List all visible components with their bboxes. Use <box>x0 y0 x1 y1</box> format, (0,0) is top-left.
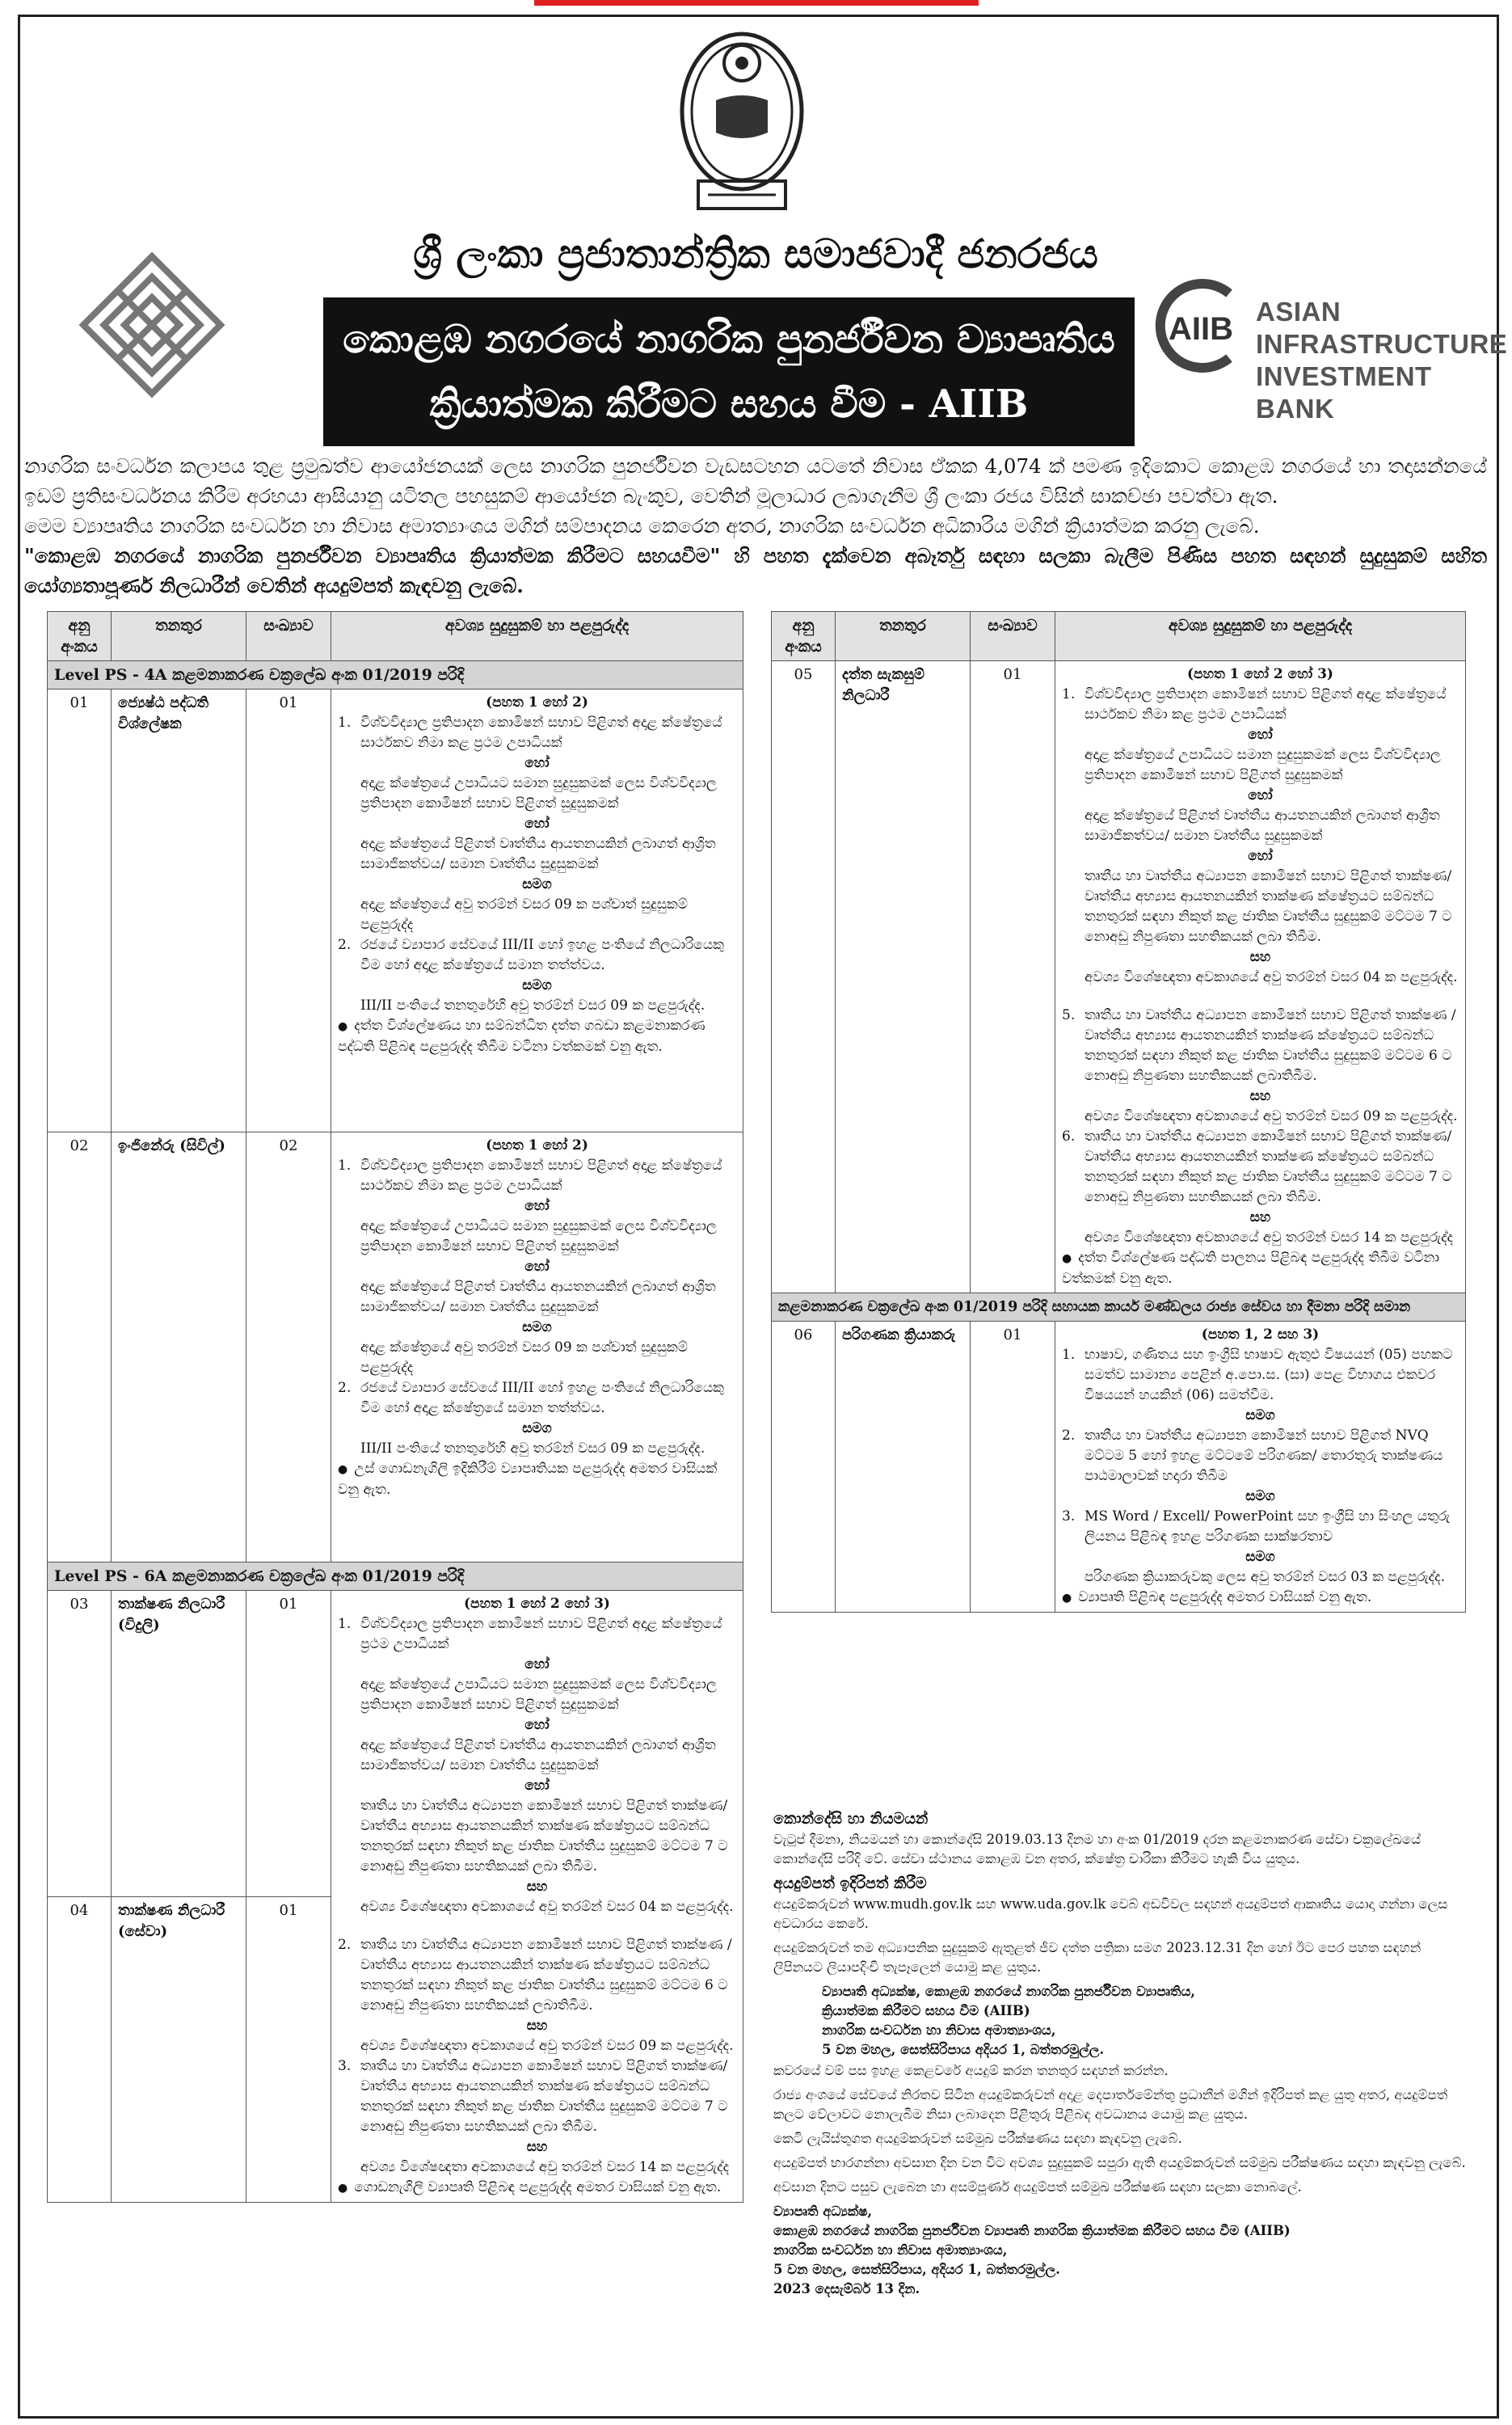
qual-alt: අදාළ ක්ෂේත්‍රයේ උපාධියට සමාන සුදුසුකමක් ලෙස විශ්වවිද්‍යාල ප්‍රතිපාදන කොමිෂන් සභාව පිළිගත් සුදුසුකමක් <box>360 1218 717 1255</box>
qual-alt: තෘතීය හා වෘත්තීය අධ්‍යාපන කොමිෂන් සභාව පිළිගත් තාක්ෂණ/ වෘත්තීය අභ්‍යාස ආයතනයකින් තාක්ෂණ ක්ෂේත්‍රයට සම්බන්ධ තනතුරක් සඳහා නිකුත් කළ ජාතික වෘත්තීය සුදුසුකම් මට්ටම 7 ට නොඅඩු නිපුණතා සහතිකයක් ලබා තිබීම. <box>1085 868 1452 945</box>
qual-alt: අදාළ ක්ෂේත්‍රයේ උපාධියට සමාන සුදුසුකමක් ලෙස විශ්වවිද්‍යාල ප්‍රතිපාදන කොමිෂන් සභාව පිළිගත් සුදුසුකමක් <box>360 775 717 812</box>
qual-item: භාෂාව, ගණිතය සහ ඉංග්‍රීසි භාෂාව ඇතුළු විෂයයන් (05) පහකට සමත්ව සාමාන්‍ය පෙළින් අ.පො.ස. (සා) පෙළ විභාගය එකවර විෂයයන් හයකින් (06) සමත්වීම. <box>1085 1347 1453 1403</box>
row-qualifications: (පහත 1 හෝ 2) 1. විශ්වවිද්‍යාල ප්‍රතිපාදන කොමිෂන් සභාව පිළිගත් අදාළ ක්ෂේත්‍රයේ සාර්ථකව නිමා කළ ප්‍රථම උපාධියක් හෝ අදාළ ක්ෂේත්‍රයේ උපාධියට සමාන සුදුසුකමක් ලෙස විශ්වවිද්‍යාල ප්‍රතිපාදන කොමිෂන් සභාව පිළිගත් සුදුසුකමක් හෝ අදාළ ක්ෂේත්‍රයේ පිළිගත් වෘත්තීය ආයතනයකින් ලබාගත් ආශ්‍රිත සාමාජිකත්වය/ සමාන වෘත්තීය සුදුසුකමක් සමග අදාළ ක්ෂේත්‍රයේ අවු තරම්න් වසර 09 ක පශ්චාත් සුදුසුකම් පළපුරුද්ද 2. රජයේ ව්‍යාපාර සේවයේ III/II හෝ ඉහළ පංතියේ නිලධාරියෙකු වීම හෝ අදාළ ක්ෂේත්‍රයේ සමාන තත්ත්වය. සමග III/II පංතියේ තනතුරේහි අවු තරම්න් වසර 09 ක පළපුරුද්ද. ● උස් ගොඩනැගිලි ඉදිකිරීම් ව්‍යාපෘතියක පළපුරුද්ද අමතර වාසියක් වනු ඇත. <box>331 1132 743 1563</box>
aiib-mark-icon <box>1152 273 1248 378</box>
row-title: තාක්ෂණ නිලධාරී (විදුලි) <box>112 1591 246 1897</box>
row-qualifications: (පහත 1 හෝ 2 හෝ 3) 1. විශ්වවිද්‍යාල ප්‍රතිපාදන කොමිෂන් සභාව පිළිගත් අදාළ ක්ෂේත්‍රයේ සාර්ථකව නිමා කළ ප්‍රථම උපාධියක් හෝ අදාළ ක්ෂේත්‍රයේ උපාධියට සමාන සුදුසුකමක් ලෙස විශ්වවිද්‍යාල ප්‍රතිපාදන කොමිෂන් සභාව පිළිගත් සුදුසුකමක් හෝ අදාළ ක්ෂේත්‍රයේ පිළිගත් වෘත්තීය ආයතනයකින් ලබාගත් ආශ්‍රිත සාමාජිකත්වය/ සමාන වෘත්තීය සුදුසුකමක් හෝ තෘතීය හා වෘත්තීය අධ්‍යාපන කොමිෂන් සභාව පිළිගත් තාක්ෂණ/ වෘත්තීය අභ්‍යාස ආයතනයකින් තාක්ෂණ ක්ෂේත්‍රයට සම්බන්ධ තනතුරක් සඳහා නිකුත් කළ ජාතික වෘත්තීය සුදුසුකම් මට්ටම 7 ට නොඅඩු නිපුණතා සහතිකයක් ලබා තිබීම. සහ අවශ්‍ය විශේෂඥතා අවකාශයේ අවු තරම්න් වසර 04 ක පළපුරුද්ද. 5. තෘතීය හා වෘත්තීය අධ්‍යාපන කොමිෂන් සභාව පිළිගත් තාක්ෂණ / වෘත්තීය අභ්‍යාස ආයතනයකින් තාක්ෂණ ක්ෂේත්‍රයට සම්බන්ධ තනතුරක් සඳහා නිකුත් කළ ජාතික වෘත්තීය සුදුසුකම් මට්ටම 6 ට නොඅඩු නිපුණතා සහතිකයක් ලබාතිබීම. සහ අවශ්‍ය විශේෂඥතා අවකාශයේ අවු තරම්න් වසර 09 ක පළපුරුද්ද. 6. තෘතීය හා වෘත්තීය අධ්‍යාපන කොමිෂන් සභාව පිළිගත් තාක්ෂණ/ වෘත්තීය අභ්‍යාස ආයතනයකින් තාක්ෂණ ක්ෂේත්‍රයට සම්බන්ධ තනතුරක් සඳහා නිකුත් කළ ජාතික වෘත්තීය සුදුසුකම් මට්ටම 7 ට නොඅඩු නිපුණතා සහතිකයක් ලබා තිබීම. සහ අවශ්‍ය විශේෂඥතා අවකාශයේ අවු තරම්න් වසර 14 ක පළපුරුද්ද ● දත්ත විශ්ලේෂණ පද්ධති පාලනය පිළිබඳ පළපුරුද්ද තිබීම වටිනා වත්කමක් වනු ඇත. <box>1055 661 1466 1293</box>
qual-or: හෝ <box>1248 787 1273 803</box>
header-qual: අවශ්‍ය සුදුසුකම් හා පළපුරුද්ද <box>331 612 743 661</box>
qual-item: විශ්වවිද්‍යාල ප්‍රතිපාදන කොමිෂන් සභාව පිළිගත් අදාළ ක්ෂේත්‍රයේ සාර්ථකව නිමා කළ ප්‍රථම උපාධියක් <box>360 1158 722 1194</box>
qual-with: සහ <box>1249 1088 1271 1104</box>
qual-item: තෘතීය හා වෘත්තීය අධ්‍යාපන කොමිෂන් සභාව පිළිගත් තාක්ෂණ / වෘත්තීය අභ්‍යාස ආයතනයකින් තාක්ෂණ ක්ෂේත්‍රයට සම්බන්ධ තනතුරක් සඳහා නිකුත් කළ ජාතික වෘත්තීය සුදුසුකම් මට්ටම 6 ට නොඅඩු නිපුණතා සහතිකයක් ලබාතිබීම. <box>360 1937 732 2014</box>
row-count: 01 <box>246 690 331 1132</box>
project-title-line2: ක්‍රියාත්මක කිරීමට සහය වීම - AIIB <box>429 382 1029 427</box>
row-num: 04 <box>48 1896 112 2203</box>
table-row <box>48 1591 743 1897</box>
row-num: 02 <box>48 1132 112 1563</box>
qual-or: හෝ <box>524 1656 550 1672</box>
vacancy-table-left <box>47 611 743 2203</box>
signature-line: ව්‍යාපෘති අධ්‍යක්ෂ, <box>773 2204 873 2219</box>
row-count: 01 <box>971 661 1055 1293</box>
qual-head: (පහත 1 හෝ 2) <box>486 1137 588 1153</box>
header-qual: අවශ්‍ය සුදුසුකම් හා පළපුරුද්ද <box>1055 612 1466 661</box>
qual-bullet: ● දත්ත විශ්ලේෂණ පද්ධති පාලනය පිළිබඳ පළපුරුද්ද තිබීම වටිනා වත්කමක් වනු ඇත. <box>1062 1248 1459 1289</box>
qual-head: (පහත 1 හෝ 2) <box>486 694 588 711</box>
row-title: දත්ත සැකසුම් නිලධාරී <box>836 661 971 1293</box>
address-line: නාගරික සංවර්ධන හා නිවාස අමාත්‍යාංශය, <box>822 2022 1056 2038</box>
qual-or: හෝ <box>524 816 550 832</box>
country-title: ශ්‍රී ලංකා ප්‍රජාතාන්ත්‍රික සමාජවාදී ජනරජය <box>413 230 1098 277</box>
qual-or: හෝ <box>1248 848 1273 864</box>
row-num: 06 <box>772 1322 836 1613</box>
qual-head: (පහත 1 හෝ 2 හෝ 3) <box>1187 666 1333 682</box>
qual-alt: අදාළ ක්ෂේත්‍රයේ පිළිගත් වෘත්තීය ආයතනයකින් ලබාගත් ආශ්‍රිත සාමාජිකත්වය/ සමාන වෘත්තීය සුදුසුකමක් <box>360 1737 716 1773</box>
qual-head: (පහත 1 හෝ 2 හෝ 3) <box>464 1596 610 1612</box>
qual-item: විශ්වවිද්‍යාල ප්‍රතිපාදන කොමිෂන් සභාව පිළිගත් අදාළ ක්ෂේත්‍රයේ ප්‍රථම උපාධියක් <box>360 1616 722 1652</box>
support-staff-heading: කළමනාකරණ චක්‍රලේඛ අංක 01/2019 පරිදි සහායක කාර්ය මණ්ඩලය රාජ්‍ය සේවය හා දීමනා පරිදි සමාන <box>772 1293 1466 1322</box>
row-qualifications: (පහත 1, 2 සහ 3) 1. භාෂාව, ගණිතය සහ ඉංග්‍රීසි භාෂාව ඇතුළු විෂයයන් (05) පහකට සමත්ව සාමාන්‍ය පෙළින් අ.පො.ස. (සා) පෙළ විභාගය එකවර විෂයයන් හයකින් (06) සමත්වීම. සමග 2. තෘතීය හා වෘත්තීය අධ්‍යාපන කොමිෂන් සභාව පිළිගත් NVQ මට්ටම 5 හෝ ඉහළ මට්ටමේ පරිගණක/ තොරතුරු තාක්ෂණය පාඨමාලාවක් හදාරා තිබීම සමග 3. MS Word / Excell/ PowerPoint සහ ඉංග්‍රීසි හා සිංහල යතුරු ලියනය පිළිබඳ ඉහළ පරිගණක සාක්ෂරතාව සමග පරිගණක ක්‍රියාකරුවකු ලෙස අවු තරම්න් වසර 03 ක පළපුරුද්ද. ● ව්‍යාපෘති පිළිබඳ පළපුරුද්ද අමතර වාසියක් වනු ඇත. <box>1055 1322 1466 1613</box>
header-title: තනතුර <box>112 612 246 661</box>
qual-or: හෝ <box>524 1717 550 1733</box>
qual-item: තෘතීය හා වෘත්තීය අධ්‍යාපන කොමිෂන් සභාව පිළිගත් NVQ මට්ටම 5 හෝ ඉහළ මට්ටමේ පරිගණක/ තොරතුරු තාක්ෂණය පාඨමාලාවක් හදාරා තිබීම <box>1085 1428 1443 1484</box>
intro-p3: "කොළඹ නගරයේ නාගරික පුනර්ජීවන ව්‍යාපෘතිය ක්‍රියාත්මක කිරීමට සහයවීම" හි පහත දැක්වෙන අබෑර්තු සඳහා සලකා බැලීම පිණිස පහත සඳහන් සුදුසුකම් සහිත යෝග්‍යතාපූර්ණ නිලධාරීන් වෙතින් අයදුම්පත් කැඳවනු ලැබේ. <box>24 544 1487 597</box>
qual-item: තෘතීය හා වෘත්තීය අධ්‍යාපන කොමිෂන් සභාව පිළිගත් තාක්ෂණ/ වෘත්තීය අභ්‍යාස ආයතනයකින් තාක්ෂණ ක්ෂේත්‍රයට සම්බන්ධ තනතුරක් සඳහා නිකුත් කළ ජාතික වෘත්තීය සුදුසුකම් මට්ටම 7 ට නොඅඩු නිපුණතා සහතිකයක් ලබා තිබීම. <box>1085 1128 1452 1205</box>
qual-item: MS Word / Excell/ PowerPoint සහ ඉංග්‍රීසි හා සිංහල යතුරු ලියනය පිළිබඳ ඉහළ පරිගණක සාක්ෂරතාව <box>1085 1508 1451 1545</box>
row-count: 01 <box>246 1896 331 2203</box>
intro-text <box>24 451 1487 601</box>
address-line: ව්‍යාපෘති අධ්‍යක්ෂ, කොළඹ නගරයේ නාගරික පුනර්ජීවන ව්‍යාපෘතිය, <box>822 1984 1196 1999</box>
qual-bullet: ● ගොඩනැගිලි ව්‍යාපෘති පිළිබඳ පළපුරුද්ද අමතර වාසියක් වනු ඇත. <box>338 2178 736 2199</box>
table-row <box>772 661 1466 1293</box>
row-qualifications: (පහත 1 හෝ 2 හෝ 3) 1. විශ්වවිද්‍යාල ප්‍රතිපාදන කොමිෂන් සභාව පිළිගත් අදාළ ක්ෂේත්‍රයේ ප්‍රථම උපාධියක් හෝ අදාළ ක්ෂේත්‍රයේ උපාධියට සමාන සුදුසුකමක් ලෙස විශ්වවිද්‍යාල ප්‍රතිපාදන කොමිෂන් සභාව පිළිගත් සුදුසුකමක් හෝ අදාළ ක්ෂේත්‍රයේ පිළිගත් වෘත්තීය ආයතනයකින් ලබාගත් ආශ්‍රිත සාමාජිකත්වය/ සමාන වෘත්තීය සුදුසුකමක් හෝ තෘතීය හා වෘත්තීය අධ්‍යාපන කොමිෂන් සභාව පිළිගත් තාක්ෂණ/ වෘත්තීය අභ්‍යාස ආයතනයකින් තාක්ෂණ ක්ෂේත්‍රයට සම්බන්ධ තනතුරක් සඳහා නිකුත් කළ ජාතික වෘත්තීය සුදුසුකම් මට්ටම 7 ට නොඅඩු නිපුණතා සහතිකයක් ලබා තිබීම. සහ අවශ්‍ය විශේෂඥතා අවකාශයේ අවු තරම්න් වසර 04 ක පළපුරුද්ද. 2. තෘතීය හා වෘත්තීය අධ්‍යාපන කොමිෂන් සභාව පිළිගත් තාක්ෂණ / වෘත්තීය අභ්‍යාස ආයතනයකින් තාක්ෂණ ක්ෂේත්‍රයට සම්බන්ධ තනතුරක් සඳහා නිකුත් කළ ජාතික වෘත්තීය සුදුසුකම් මට්ටම 6 ට නොඅඩු නිපුණතා සහතිකයක් ලබාතිබීම. සහ අවශ්‍ය විශේෂඥතා අවකාශයේ අවු තරම්න් වසර 09 ක පළපුරුද්ද. 3. තෘතීය හා වෘත්තීය අධ්‍යාපන කොමිෂන් සභාව පිළිගත් තාක්ෂණ/ වෘත්තීය අභ්‍යාස ආයතනයකින් තාක්ෂණ ක්ෂේත්‍රයට සම්බන්ධ තනතුරක් සඳහා නිකුත් කළ ජාතික වෘත්තීය සුදුසුකම් මට්ටම 7 ට නොඅඩු නිපුණතා සහතිකයක් ලබා තිබීම. සහ අවශ්‍ය විශේෂඥතා අවකාශයේ අවු තරම්න් වසර 14 ක පළපුරුද්ද ● ගොඩනැගිලි ව්‍යාපෘති පිළිබඳ පළපුරුද්ද අමතර වාසියක් වනු ඇත. <box>331 1591 743 2203</box>
qual-bullet: ● දත්ත විශ්ලේෂණය හා සම්බන්ධිත දත්ත ගබඩා කළමනාකරණ පද්ධති පිළිබඳ පළපුරුද්ද තිබීම වටිනා වත්කමක් වනු ඇත. <box>338 1016 736 1057</box>
qual-alt: අදාළ ක්ෂේත්‍රයේ උපාධියට සමාන සුදුසුකමක් ලෙස විශ්වවිද්‍යාල ප්‍රතිපාදන කොමිෂන් සභාව පිළිගත් සුදුසුකමක් <box>1085 747 1441 783</box>
qual-and: සමග <box>522 977 552 993</box>
table-row <box>48 690 743 1132</box>
row-num: 05 <box>772 661 836 1293</box>
aiib-name <box>1256 296 1507 425</box>
qual-alt: අදාළ ක්ෂේත්‍රයේ පිළිගත් වෘත්තීය ආයතනයකින් ලබාගත් ආශ්‍රිත සාමාජිකත්වය/ සමාන වෘත්තීය සුදුසුකමක් <box>1085 808 1440 844</box>
qual-with: සහ <box>1249 949 1271 965</box>
row-title: තාක්ෂණ නිලධාරී (සේවා) <box>112 1896 246 2203</box>
application-text: අයදුම්කරුවන් www.mudh.gov.lk සහ www.uda.gov.lk වෙබ් අඩවිවල සඳහන් අයදුම්පත් ආකෘතිය යොදා ගන්නා ලෙස අවධාරය කෙරේ. <box>773 1896 1448 1931</box>
intro-p1: නාගරික සංවර්ධන කලාපය තුළ ප්‍රමුඛත්ව ආයෝජනයක් ලෙස නාගරික පුනර්ජීවන වැඩසටහන යටතේ නිවාස ඒකක 4,074 ක් පමණ ඉදිකොට කොළඹ නගරයේ හා තදාසන්නයේ ඉඩම් ප්‍රතිසංවර්ධනය කිරීම අරභයා ආසියානු යටිතල පහසුකම් ආයෝජන බැංකුව, වෙතින් මූලාධාර ලබාගැනීම ශ්‍රී ලංකා රජය විසින් සාකච්ඡා පවත්වා ඇත. <box>24 454 1487 508</box>
qual-exp: අදාළ ක්ෂේත්‍රයේ අවු තරම්න් වසර 09 ක පශ්චාත් සුදුසුකම් පළපුරුද්ද <box>360 896 688 933</box>
header-num: අනු අංකය <box>772 612 836 661</box>
address-line: 5 වන මහල, සෙත්සිරිපාය අදියර 1, බත්තරමුල්ල. <box>822 2042 1105 2057</box>
application-text: අයදුම්කරුවන් තම අධ්‍යාපනික සුදුසුකම් ඇතුළත් ජීව දත්ත පත්‍රිකා සමග 2023.12.31 දින හෝ ඊට පෙර පහත සඳහන් ලිපිනයට ලියාපදිංචි තැපෑලෙන් යොමු කළ යුතුය. <box>773 1940 1421 1975</box>
table-header-row <box>772 612 1466 661</box>
signature-line: කොළඹ නගරයේ නාගරික පුනර්ජීවන ව්‍යාපෘති නාගරික ක්‍රියාත්මක කිරීමට සහය වීම (AIIB) <box>773 2223 1291 2238</box>
aiib-abbr: AIIB <box>1169 311 1233 347</box>
row-num: 03 <box>48 1591 112 1897</box>
row-title: ජ්‍යෙෂ්ඨ පද්ධති විශ්ලේෂක <box>112 690 246 1132</box>
qual-item: රජයේ ව්‍යාපාර සේවයේ III/II හෝ ඉහළ පංතියේ නිලධාරියෙකු වීම හෝ අදාළ ක්ෂේත්‍රයේ සමාන තත්ත්වය. <box>360 1380 724 1416</box>
qual-with: සහ <box>526 2139 548 2155</box>
row-num: 01 <box>48 690 112 1132</box>
qual-with: සහ <box>526 2018 548 2034</box>
row-count: 01 <box>971 1322 1055 1613</box>
signature-line: නාගරික සංවර්ධන හා නිවාස අමාත්‍යාංශය, <box>773 2242 1008 2258</box>
top-accent-bar <box>0 0 1512 6</box>
qual-alt: අදාළ ක්ෂේත්‍රයේ උපාධියට සමාන සුදුසුකමක් ලෙස විශ්වවිද්‍යාල ප්‍රතිපාදන කොමිෂන් සභාව පිළිගත් සුදුසුකමක් <box>360 1676 717 1713</box>
header-count: සංඛ්‍යාව <box>971 612 1055 661</box>
qual-exp: අවශ්‍ය විශේෂඥතා අවකාශයේ අවු තරම්න් වසර 09 ක පළපුරුද්ද. <box>360 2038 734 2054</box>
qual-or: හෝ <box>524 755 550 771</box>
conditions-heading: කොන්දේසි හා නියමයන් <box>773 1810 929 1828</box>
uda-logo-icon <box>71 244 233 406</box>
row-count: 02 <box>246 1132 331 1563</box>
qual-exp: අවශ්‍ය විශේෂඥතා අවකාශයේ අවු තරම්න් වසර 14 ක පළපුරුද්ද <box>360 2159 730 2175</box>
application-text: කවරයේ වම් පස ඉහළ කෙළවරේ අයදුම් කරන තනතුර සඳහන් කරන්න. <box>773 2063 1169 2078</box>
qual-and: සමග <box>1245 1407 1275 1423</box>
qual-head: (පහත 1, 2 සහ 3) <box>1201 1326 1320 1343</box>
table-row <box>48 1132 743 1563</box>
project-title-line1: කොළඹ නගරයේ නාගරික පුනර්ජීවන ව්‍යාපෘතිය <box>343 317 1115 362</box>
address-line: ක්‍රියාත්මක කිරීමට සහය වීම (AIIB) <box>822 2003 1030 2018</box>
qual-bullet: ● ව්‍යාපෘති පිළිබඳ පළපුරුද්ද අමතර වාසියක් වනු ඇත. <box>1062 1588 1459 1609</box>
qual-exp: අවශ්‍ය විශේෂඥතා අවකාශයේ අවු තරම්න් වසර 14 ක පළපුරුද්ද <box>1085 1229 1454 1246</box>
application-text: අවසාන දිනට පසුව ලැබෙන හා අසම්පූර්ණ අයදුම්පත් සම්මුඛ පරීක්ෂණ සඳහා සලකා නොබලේ. <box>773 2179 1302 2195</box>
qual-exp: පරිගණක ක්‍රියාකරුවකු ලෙස අවු තරම්න් වසර 03 ක පළපුරුද්ද. <box>1085 1569 1446 1585</box>
qual-item: තෘතීය හා වෘත්තීය අධ්‍යාපන කොමිෂන් සභාව පිළිගත් තාක්ෂණ/ වෘත්තීය අභ්‍යාස ආයතනයකින් තාක්ෂණ ක්ෂේත්‍රයට සම්බන්ධ තනතුරක් සඳහා නිකුත් කළ ජාතික වෘත්තීය සුදුසුකම් මට්ටම 7 ට නොඅඩු නිපුණතා සහතිකයක් ලබා තිබීම. <box>360 2058 728 2135</box>
qual-exp: අදාළ ක්ෂේත්‍රයේ අවු තරම්න් වසර 09 ක පශ්චාත් සුදුසුකම් පළපුරුද්ද <box>360 1339 688 1376</box>
qual-exp: III/II පංතියේ තනතුරේහි අවු තරම්න් වසර 09 ක පළපුරුද්ද. <box>360 997 705 1014</box>
row-title: පරිගණක ක්‍රියාකරු <box>836 1322 971 1613</box>
qual-with: සහ <box>1249 1209 1271 1225</box>
vacancy-table-right <box>771 611 1466 1613</box>
table-row <box>772 1322 1466 1613</box>
level-6a-heading: Level PS - 6A කළමනාකරණ චක්‍රලේඛ අංක 01/2019 පරිදි <box>48 1563 743 1591</box>
conditions-section <box>773 1804 1468 2299</box>
intro-p2: මෙම ව්‍යාපෘතිය නාගරික සංවර්ධන හා නිවාස අමාත්‍යාංශය මගින් සම්පාදනය කෙරෙන අතර, නාගරික සංවර්ධන අධිකාරිය මගින් ක්‍රියාත්මක කරනු ලැබේ. <box>24 514 1260 538</box>
qual-alt: තෘතීය හා වෘත්තීය අධ්‍යාපන කොමිෂන් සභාව පිළිගත් තාක්ෂණ/ වෘත්තීය අභ්‍යාස ආයතනයකින් තාක්ෂණ ක්ෂේත්‍රයට සම්බන්ධ තනතුරක් සඳහා නිකුත් කළ ජාතික වෘත්තීය සුදුසුකම් මට්ටම 7 ට නොඅඩු නිපුණතා සහතිකයක් ලබා තිබීම. <box>360 1798 728 1875</box>
row-title: ඉංජිනේරු (සිවිල්) <box>112 1132 246 1563</box>
table-header-row <box>48 612 743 661</box>
qual-and: සමග <box>522 876 552 892</box>
qual-exp: අවශ්‍ය විශේෂඥතා අවකාශයේ අවු තරම්න් වසර 04 ක පළපුරුද්ද. <box>360 1899 734 1915</box>
application-heading: අයදුම්පත් ඉදිරිපත් කිරීම <box>773 1875 927 1892</box>
header-num: අනු අංකය <box>48 612 112 661</box>
qual-and: සමග <box>1245 1488 1275 1504</box>
level-4a-heading: Level PS - 4A කළමනාකරණ චක්‍රලේඛ අංක 01/2019 පරිදි <box>48 661 743 690</box>
header-count: සංඛ්‍යාව <box>246 612 331 661</box>
qual-item: තෘතීය හා වෘත්තීය අධ්‍යාපන කොමිෂන් සභාව පිළිගත් තාක්ෂණ / වෘත්තීය අභ්‍යාස ආයතනයකින් තාක්ෂණ ක්ෂේත්‍රයට සම්බන්ධ තනතුරක් සඳහා නිකුත් කළ ජාතික වෘත්තීය සුදුසුකම් මට්ටම 6 ට නොඅඩු නිපුණතා සහතිකයක් ලබාතිබීම. <box>1085 1007 1456 1084</box>
qual-and: සමග <box>522 1319 552 1335</box>
qual-exp: අවශ්‍ය විශේෂඥතා අවකාශයේ අවු තරම්න් වසර 04 ක පළපුරුද්ද. <box>1085 969 1458 985</box>
row-qualifications: (පහත 1 හෝ 2) 1. විශ්වවිද්‍යාල ප්‍රතිපාදන කොමිෂන් සභාව පිළිගත් අදාළ ක්ෂේත්‍රයේ සාර්ථකව නිමා කළ ප්‍රථම උපාධියක් හෝ අදාළ ක්ෂේත්‍රයේ උපාධියට සමාන සුදුසුකමක් ලෙස විශ්වවිද්‍යාල ප්‍රතිපාදන කොමිෂන් සභාව පිළිගත් සුදුසුකමක් හෝ අදාළ ක්ෂේත්‍රයේ පිළිගත් වෘත්තීය ආයතනයකින් ලබාගත් ආශ්‍රිත සාමාජිකත්වය/ සමාන වෘත්තීය සුදුසුකමක් සමග අදාළ ක්ෂේත්‍රයේ අවු තරම්න් වසර 09 ක පශ්චාත් සුදුසුකම් පළපුරුද්ද 2. රජයේ ව්‍යාපාර සේවයේ III/II හෝ ඉහළ පංතියේ නිලධාරියෙකු වීම හෝ අදාළ ක්ෂේත්‍රයේ සමාන තත්ත්වය. සමග III/II පංතියේ තනතුරේහි අවු තරම්න් වසර 09 ක පළපුරුද්ද. ● දත්ත විශ්ලේෂණය හා සම්බන්ධිත දත්ත ගබඩා කළමනාකරණ පද්ධති පිළිබඳ පළපුරුද්ද තිබීම වටිනා වත්කමක් වනු ඇත. <box>331 690 743 1132</box>
aiib-name-line2: INVESTMENT BANK <box>1256 361 1432 424</box>
application-text: කෙටි ලැයිස්තුගත අයදුම්කරුවන් සම්මුඛ පරීක්ෂණය සඳහා කැඳවනු ලැබේ. <box>773 2131 1182 2146</box>
qual-or: හෝ <box>524 1198 550 1214</box>
application-text: අයදුම්පත් භාරගන්නා අවසාන දින වන විට අවශ්‍ය සුදුසුකම් සපුරා ඇති අයදුම්කරුවන් සම්මුඛ පරීක්ෂණය සඳහා කැඳවනු ලැබේ. <box>773 2155 1466 2170</box>
qual-item: රජයේ ව්‍යාපාර සේවයේ III/II හෝ ඉහළ පංතියේ නිලධාරියෙකු වීම හෝ අදාළ ක්ෂේත්‍රයේ සමාන තත්ත්වය. <box>360 937 724 973</box>
signature-date: 2023 දෙසැම්බර් 13 දින. <box>773 2281 920 2296</box>
aiib-name-line1: ASIAN INFRASTRUCTURE <box>1256 297 1508 359</box>
qual-alt: අදාළ ක්ෂේත්‍රයේ පිළිගත් වෘත්තීය ආයතනයකින් ලබාගත් ආශ්‍රිත සාමාජිකත්වය/ සමාන වෘත්තීය සුදුසුකමක් <box>360 836 716 872</box>
qual-item: විශ්වවිද්‍යාල ප්‍රතිපාදන කොමිෂන් සභාව පිළිගත් අදාළ ක්ෂේත්‍රයේ සාර්ථකව නිමා කළ ප්‍රථම උපාධියක් <box>1085 686 1447 723</box>
qual-or: හෝ <box>524 1778 550 1794</box>
header-title: තනතුර <box>836 612 971 661</box>
qual-and: සමග <box>1245 1549 1275 1565</box>
qual-or: හෝ <box>1248 727 1273 743</box>
qual-bullet: ● උස් ගොඩනැගිලි ඉදිකිරීම් ව්‍යාපෘතියක පළපුරුද්ද අමතර වාසියක් වනු ඇත. <box>338 1459 736 1500</box>
signature-line: 5 වන මහල, සෙත්සිරිපාය, අදියර 1, බත්තරමුල්ල. <box>773 2262 1060 2277</box>
application-text: රාජ්‍ය අංශයේ සේවයේ නිරතව සිටින අයදුම්කරුවන් අදාළ දෙපාර්තමේන්තු ප්‍රධානීන් මගින් ඉදිරිපත් කළ යුතු අතර, අයදුම්පත් කලට වේලාවට නොලැබීම නිසා ලබාදෙන පිළිතුරු පිළිබඳ අවධානය යොමු කළ යුතුය. <box>773 2087 1448 2122</box>
qual-exp: III/II පංතියේ තනතුරේහි අවු තරම්න් වසර 09 ක පළපුරුද්ද. <box>360 1440 705 1457</box>
qual-or: හෝ <box>524 1259 550 1275</box>
qual-alt: අදාළ ක්ෂේත්‍රයේ පිළිගත් වෘත්තීය ආයතනයකින් ලබාගත් ආශ්‍රිත සාමාජිකත්වය/ සමාන වෘත්තීය සුදුසුකමක් <box>360 1279 716 1315</box>
qual-exp: අවශ්‍ය විශේෂඥතා අවකාශයේ අවු තරම්න් වසර 09 ක පළපුරුද්ද. <box>1085 1108 1458 1124</box>
qual-item: විශ්වවිද්‍යාල ප්‍රතිපාදන කොමිෂන් සභාව පිළිගත් අදාළ ක්ෂේත්‍රයේ සාර්ථකව නිමා කළ ප්‍රථම උපාධියක් <box>360 715 722 751</box>
conditions-text: වැටුප් දීමනා, නියමයන් හා කොන්දේසි 2019.03.13 දිනම හා අංක 01/2019 දරන කළමනාකරණ සේවා චක්‍රලේඛයේ කොන්දේසි පරිදි වේ. සේවා ස්ථානය කොළඹ වන අතර, ක්ෂේත්‍ර චාරිකා කිරීමට හැකි විය යුතුය. <box>773 1832 1421 1866</box>
qual-and: සමග <box>522 1420 552 1436</box>
qual-with: සහ <box>526 1879 548 1895</box>
aiib-logo <box>1152 273 1508 424</box>
national-emblem-icon <box>676 27 808 215</box>
row-count: 01 <box>246 1591 331 1897</box>
project-title-box <box>323 297 1135 446</box>
